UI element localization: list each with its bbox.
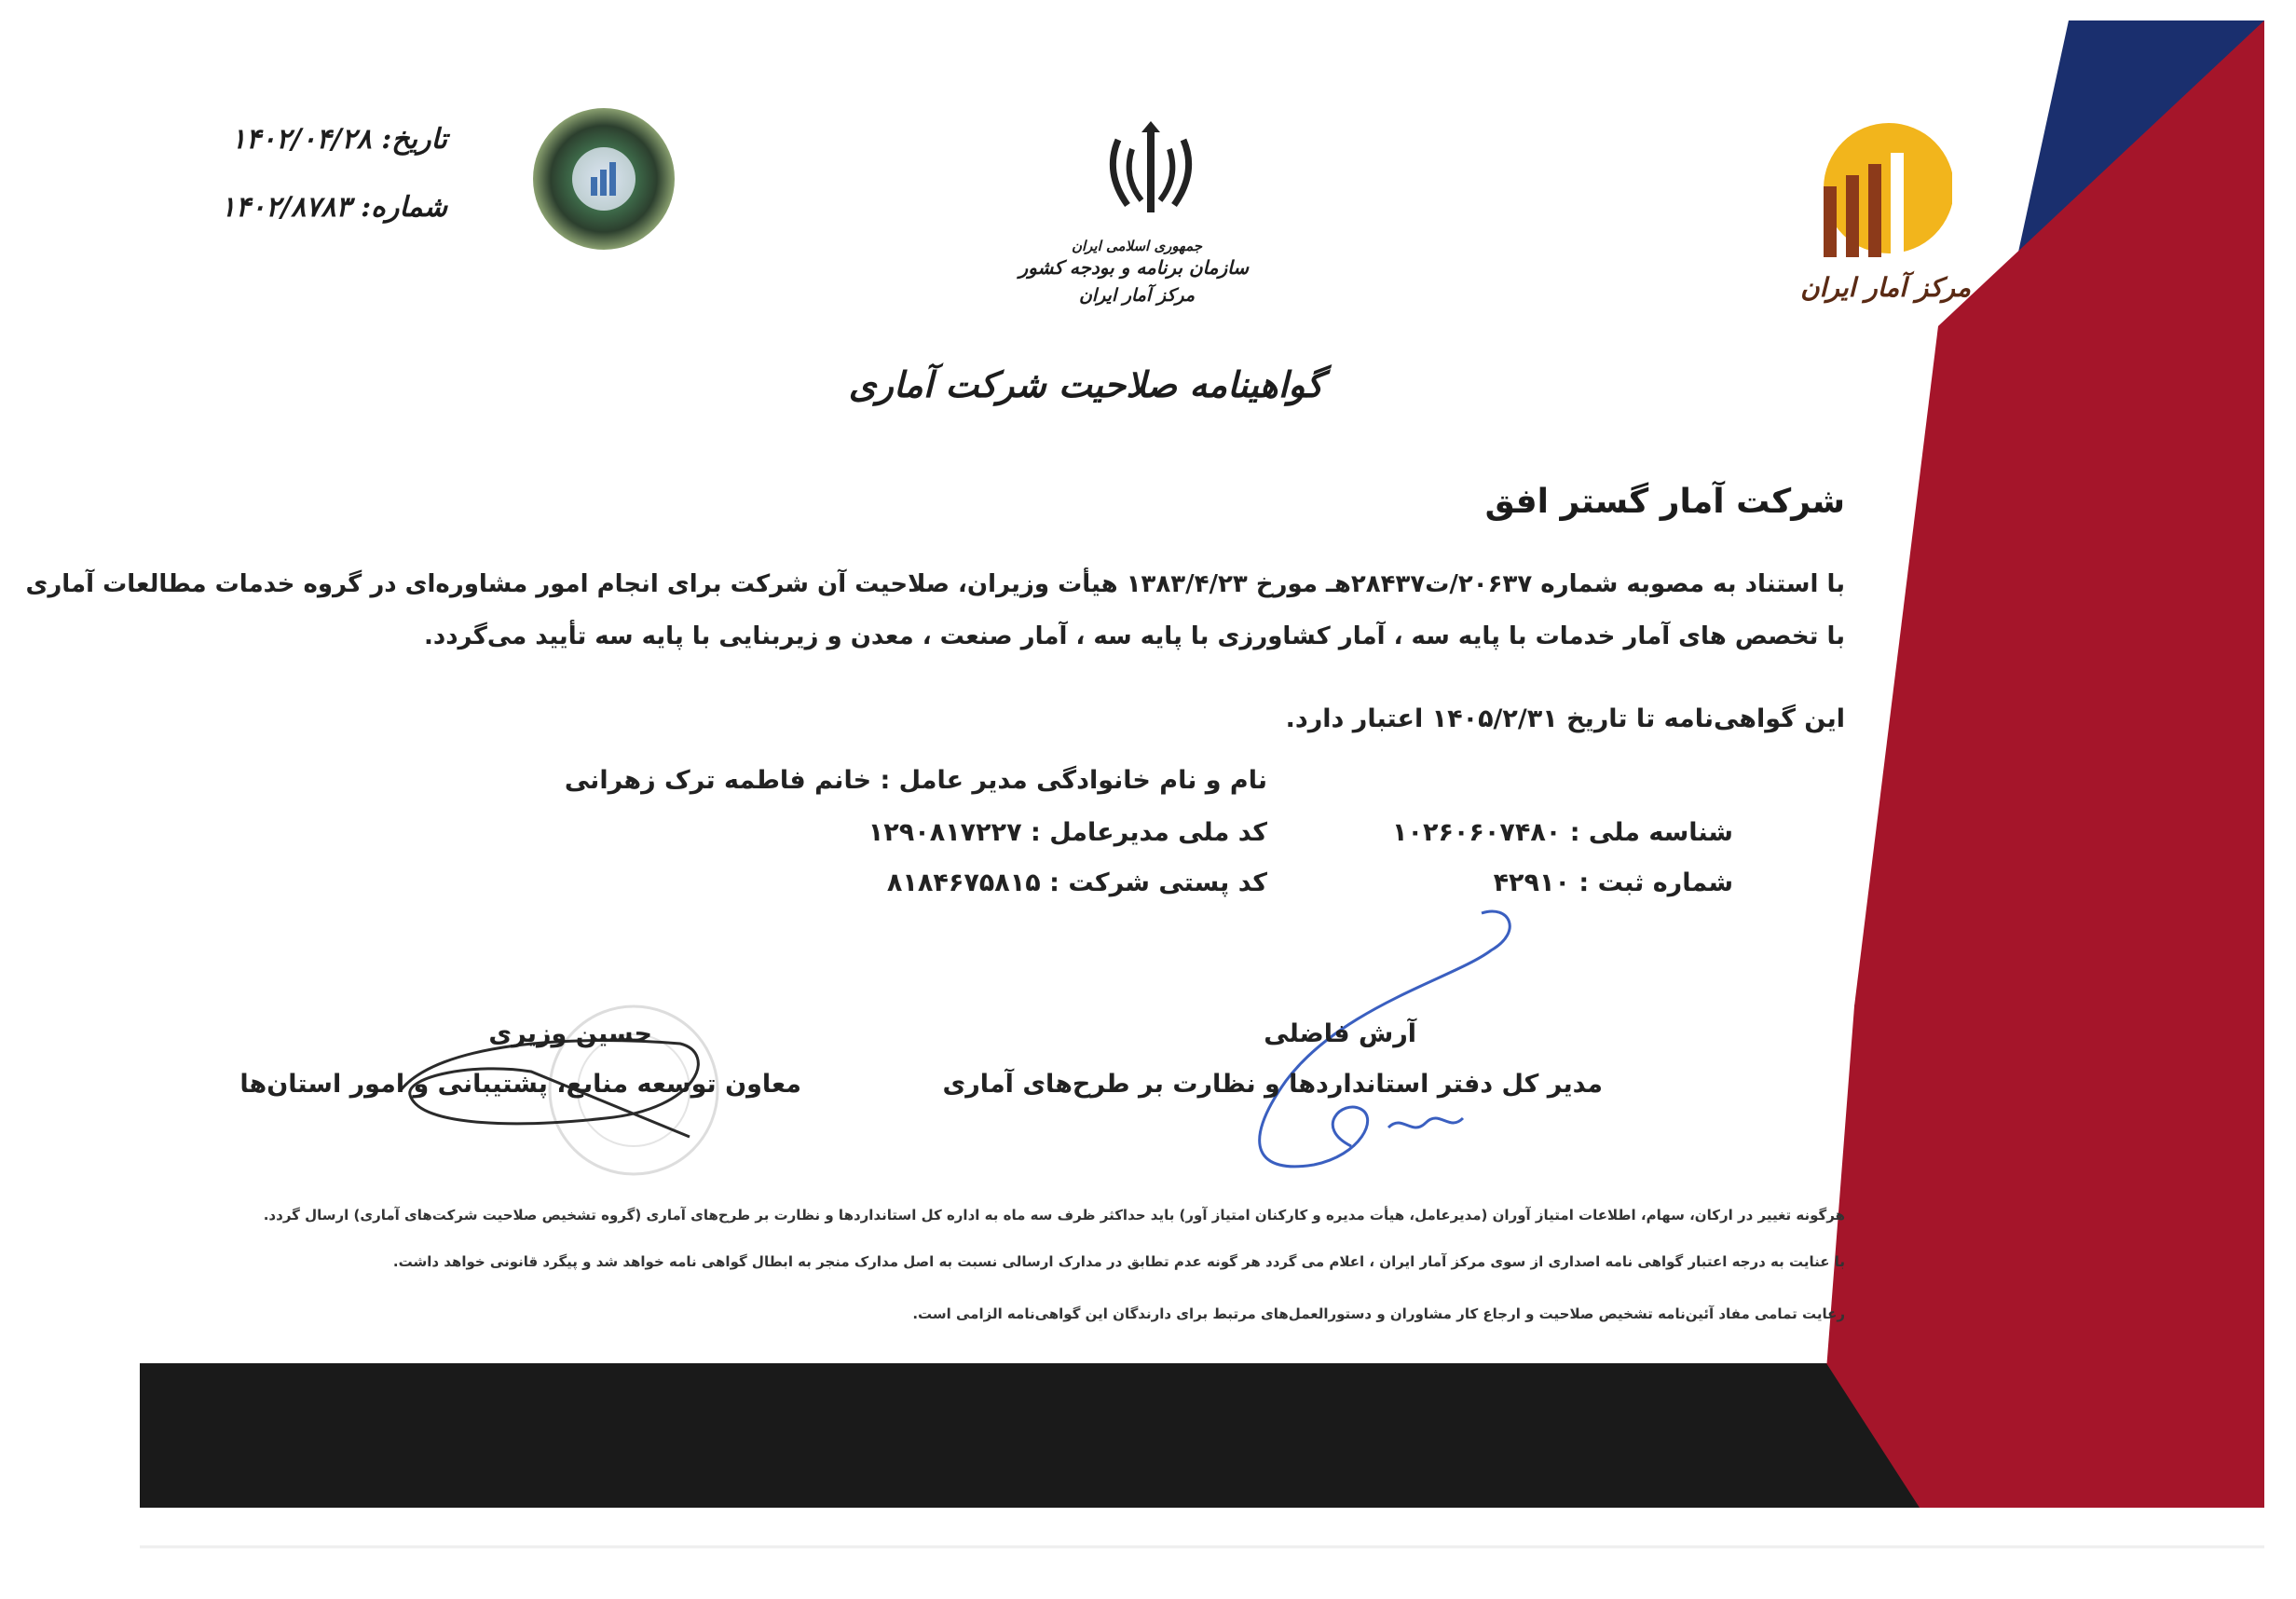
- footnote-3: رعایت تمامی مفاد آئین‌نامه تشخیص صلاحیت و ارجاع کار مشاوران و دستورالعمل‌های مرتبط برای دارندگان این گواهی‌نامه الزامی است.: [912, 1305, 1845, 1322]
- footnote-2: با عنایت به درجه اعتبار گواهی نامه اصداری از سوی مرکز آمار ایران ، اعلام می گردد هر گونه عدم تطابق در مدارک ارسالی نسبت به اصل مدارک منجر به ابطال گواهی نامه خواهد شد و پیگرد قانونی خواهد داشت.: [392, 1253, 1845, 1270]
- national-id: شناسه ملی : ۱۰۲۶۰۶۰۷۴۸۰: [1392, 818, 1733, 847]
- emblem-line1: جمهوری اسلامی ایران: [1071, 238, 1203, 254]
- iran-emblem-icon: [1100, 121, 1202, 224]
- right-signer-title: مدیر کل دفتر استانداردها و نظارت بر طرح‌های آماری: [942, 1070, 1603, 1099]
- number-field: [220, 191, 447, 224]
- left-signer-name: حسین وزیری: [488, 1019, 652, 1048]
- date-value: ۱۴۰۲/۰۴/۲۸: [230, 123, 372, 156]
- logo-text: مرکز آمار ایران: [1800, 272, 1971, 303]
- date-field: [230, 123, 447, 156]
- number-label: شماره:: [361, 191, 447, 224]
- emblem-line2: سازمان برنامه و بودجه کشور: [1018, 256, 1249, 279]
- ceo-name: نام و نام خانوادگی مدیر عامل : خانم فاطمه ترک زهرانی: [564, 766, 1267, 795]
- postal-code: کد پستی شرکت : ۸۱۸۴۶۷۵۸۱۵: [886, 868, 1267, 897]
- date-label: تاریخ:: [381, 123, 447, 156]
- footnote-1: هرگونه تغییر در ارکان، سهام، اطلاعات امتیاز آوران (مدیرعامل، هیأت مدیره و کارکنان امتیاز آور) باید حداکثر ظرف سه ماه به اداره کل استانداردها و نظارت بر طرح‌های آماری (گروه تشخیص صلاحیت شرکت‌های آماری) ارسال گردد.: [263, 1207, 1845, 1223]
- number-value: ۱۴۰۲/۸۷۸۳: [220, 191, 351, 224]
- left-signer-title: معاون توسعه منابع، پشتیبانی و امور استان‌ها: [239, 1070, 801, 1099]
- paragraph-line-1: با استناد به مصوبه شماره ۲۰۶۳۷/ت۲۸۴۳۷هـ مورخ ۱۳۸۳/۴/۲۳ هیأت وزیران، صلاحیت آن شرکت برای انجام امور مشاوره‌ای در گروه خدمات مطالعات آماری: [25, 570, 1845, 598]
- ceo-national-code: کد ملی مدیرعامل : ۱۲۹۰۸۱۷۲۲۷: [868, 818, 1267, 847]
- emblem-line3: مرکز آمار ایران: [1078, 285, 1196, 306]
- paragraph-line-2: با تخصص های آمار خدمات با پایه سه ، آمار کشاورزی با پایه سه ، آمار صنعت ، معدن و زیربنایی با پایه سه تأیید می‌گردد.: [423, 622, 1845, 650]
- validity-statement: این گواهی‌نامه تا تاریخ ۱۴۰۵/۲/۳۱ اعتبار دارد.: [1285, 704, 1845, 733]
- black-band: [140, 1363, 1920, 1508]
- statistical-centre-logo-icon: [1812, 121, 1952, 261]
- hologram-seal-icon: [529, 104, 678, 253]
- registration-number: شماره ثبت : ۴۲۹۱۰: [1493, 868, 1733, 897]
- document-title: گواهینامه صلاحیت شرکت آماری: [848, 363, 1323, 405]
- right-signer-name: آرش فاضلی: [1264, 1019, 1416, 1048]
- company-name: شرکت آمار گستر افق: [1484, 483, 1845, 521]
